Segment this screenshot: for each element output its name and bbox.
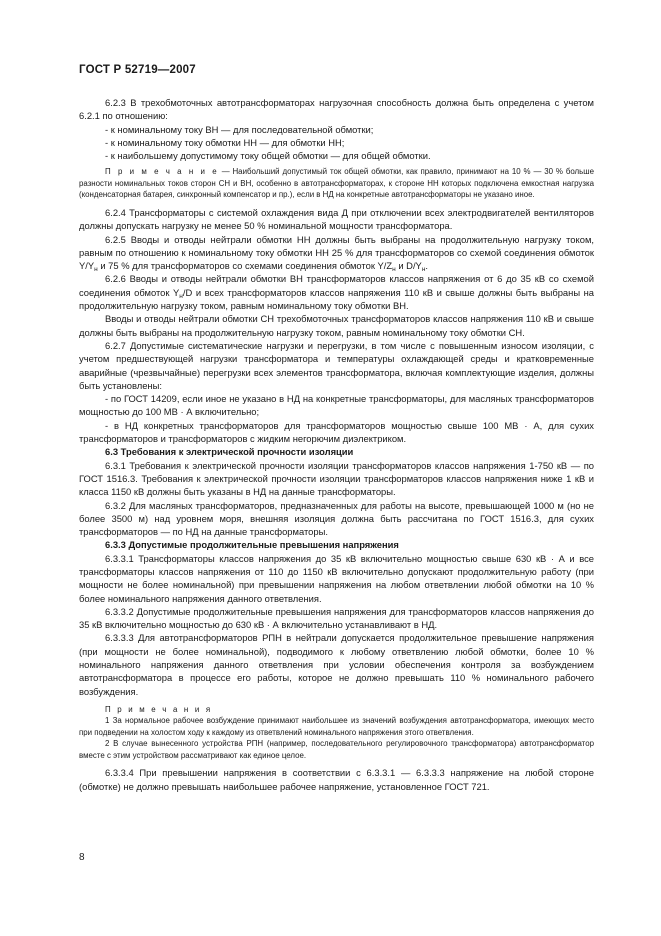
document-header: ГОСТ Р 52719—2007 <box>79 64 196 76</box>
note-item-1: 1 За нормальное рабочее возбуждение принимают наибольшее из значений возбуждения автотрансформатора, имеющих место при подведении на холостом ходу к каждому из ответвлений номинального напряжения этого ответвления. <box>79 716 594 737</box>
clause-6-2-4: 6.2.4 Трансформаторы с системой охлаждения вида Д при отключении всех электродвигателей вентиляторов должны допускать нагрузку не менее 50 % номинальной мощности трансформатора. <box>79 206 594 232</box>
note-6-2-3 <box>79 166 594 201</box>
clause-6-2-5: 6.2.5 Вводы и отводы нейтрали обмотки НН должны быть выбраны на продолжительную нагрузку током, равным по отношению к номинальному току обмотки НН 25 % для трансформаторов со схемой соединения обмоток $Y/Y_н$ и 75 % для трансформаторов со схемами соединения обмоток $Y/Z_н$ и $D/Y_н$. <box>79 233 594 274</box>
clause-6-3-3-1: 6.3.3.1 Трансформаторы классов напряжения до 35 кВ включительно мощностью свыше 630 кВ · А и все трансформаторы классов напряжения от 110 до 1150 кВ включительно допускают продолжительную работу (при мощности не более номинальной) при превышении напряжения на любом ответвлении любой обмотки на 10 % более номинального напряжения данного ответвления. <box>79 552 594 604</box>
clause-6-3-3-3: 6.3.3.3 Для автотрансформаторов РПН в нейтрали допускается продолжительное превышение напряжения (при мощности не более номинальной), подводимого к любому ответвлению любой обмотки, более 10 % номинального напряжения данного ответвления при условии обеспечения контроля за возбуждением автотрансформатора в процессе его работы, которое не должно превышать 110 % номинального рабочего возбуждения. <box>79 632 594 697</box>
note-label: П р и м е ч а н и е <box>105 167 219 177</box>
clause-6-3-3-4: 6.3.3.4 При превышении напряжения в соответствии с 6.3.3.1 — 6.3.3.3 напряжение на любой стороне (обмотке) не должно превышать наибольшее рабочее напряжение, установленное ГОСТ 721. <box>79 767 594 792</box>
notes-6-3-3-3 <box>79 704 594 762</box>
clause-6-2-6: 6.2.6 Вводы и отводы нейтрали обмотки ВН трансформаторов классов напряжения от 6 до 35 кВ со схемой соединения обмоток $Y_н/D$ и всех трансформаторов классов напряжения 110 кВ и свыше должны быть выбраны на продолжительную нагрузку током, равным номинальному току обмотки ВН. <box>79 273 594 312</box>
document-body <box>79 96 594 793</box>
section-heading-6-3-3: 6.3.3 Допустимые продолжительные превышения напряжения <box>105 539 399 551</box>
list-item: - по ГОСТ 14209, если иное не указано в НД на конкретные трансформаторы, для масляных трансформаторов мощностью до 100 МВ · А включительно; <box>79 393 594 418</box>
clause-6-2-3: 6.2.3 В трехобмоточных автотрансформаторах нагрузочная способность должна быть определена с учетом 6.2.1 по отношению: <box>79 97 594 122</box>
notes-label: П р и м е ч а н и я <box>105 704 213 714</box>
clause-6-2-7: 6.2.7 Допустимые систематические нагрузки и перегрузки, в том числе с повышенным износом изоляции, с учетом предшествующей нагрузки трансформатора и температуры охлаждающей среды и кратковременные аварийные (чрезвычайные) перегрузки всех элементов трансформатора, включая комплектующие изделия, должны быть установлены: <box>79 339 594 391</box>
note-text: — Наибольший допустимый ток общей обмотки, как правило, принимают на 10 % — 30 % больше разности номинальных токов сторон СН и ВН, особенно в автотрансформаторах, к стороне НН которых подключена емкостная нагрузка (конденсаторная батарея, синхронный компенсатор и пр.), если в НД на конкретные автотрансформаторы не указано иное. <box>79 167 594 200</box>
clause-6-3-1: 6.3.1 Требования к электрической прочности изоляции трансформаторов классов напряжения 1-750 кВ — по ГОСТ 1516.3. Требования к электрической прочности изоляции трансформаторов классов напряжения ниже 1 кВ и класса 1150 кВ должны быть указаны в НД на данные трансформаторы. <box>79 459 594 498</box>
clause-6-3-2: 6.3.2 Для масляных трансформаторов, предназначенных для работы на высоте, превышающей 1000 м (но не более 3500 м) над уровнем моря, внешняя изоляция должна быть рассчитана по ГОСТ 1516.3, для сухих трансформаторов — по НД на данные трансформаторы. <box>79 499 594 538</box>
list-item: - к номинальному току ВН — для последовательной обмотки; <box>105 123 374 135</box>
clause-6-3-3-2: 6.3.3.2 Допустимые продолжительные превышения напряжения для трансформаторов классов напряжения до 35 кВ включительно мощностью до 630 кВ · А включительно устанавливают в НД. <box>79 605 594 631</box>
section-heading-6-3: 6.3 Требования к электрической прочности изоляции <box>105 446 354 458</box>
list-item: - к номинальному току обмотки НН — для обмотки НН; <box>105 136 345 148</box>
page-number: 8 <box>79 852 85 863</box>
list-item: - к наибольшему допустимому току общей обмотки — для общей обмотки. <box>105 150 431 162</box>
list-item: - в НД конкретных трансформаторов для трансформаторов мощностью свыше 100 МВ · А, для сухих трансформаторов и трансформаторов с жидким негорючим диэлектриком. <box>79 419 594 445</box>
clause-6-2-6-cont: Вводы и отводы нейтрали обмотки СН трехобмоточных трансформаторов классов напряжения 110 кВ и свыше должны быть выбраны на продолжительную нагрузку током, равным номинальному току обмотки СН. <box>79 313 594 338</box>
note-item-2: 2 В случае вынесенного устройства РПН (например, последовательного регулировочного трансформатора) автотрансформатор вместе с этим устройством рассматривают как единое целое. <box>79 739 594 760</box>
